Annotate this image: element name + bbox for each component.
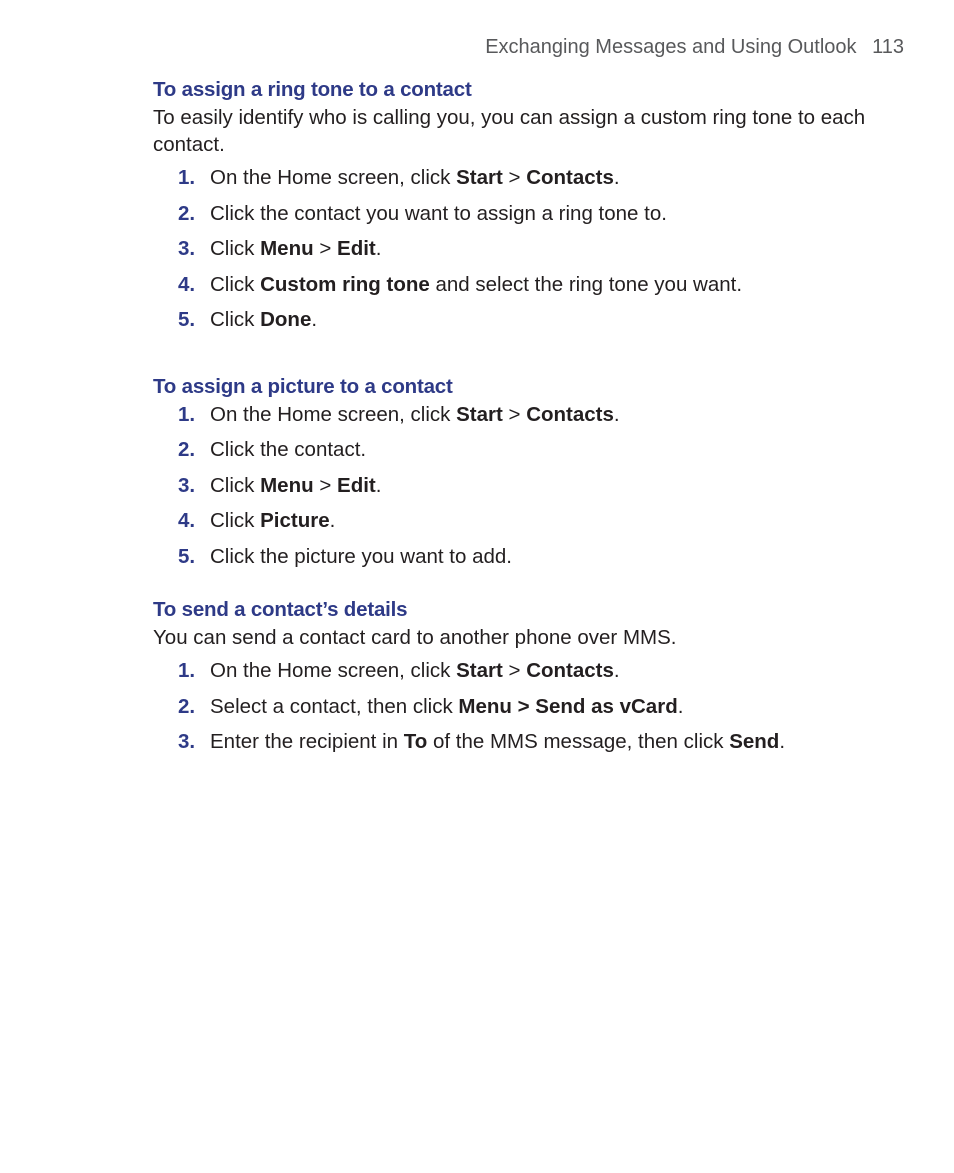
step-number: 3. — [178, 473, 196, 497]
steps-list — [153, 164, 873, 333]
step-item — [153, 657, 873, 684]
step-item — [153, 306, 873, 333]
step-number: 5. — [178, 308, 196, 331]
step-text: > — [502, 402, 527, 426]
section-picture — [153, 373, 873, 570]
section-title: To send a contact’s details — [153, 598, 408, 621]
ui-term: Contacts — [526, 402, 614, 426]
step-text: Click — [210, 272, 261, 296]
step-text: . — [779, 730, 786, 753]
section-send-details — [153, 596, 873, 755]
step-text: . — [613, 659, 620, 682]
step-text: Enter the recipient in — [210, 730, 404, 753]
step-number: 4. — [178, 272, 196, 296]
step-text: Click the contact you want to assign a ring tone to. — [210, 201, 667, 225]
ui-term: Start — [456, 166, 503, 189]
page-content — [153, 76, 873, 764]
step-item — [153, 200, 873, 227]
step-text: Click — [210, 473, 261, 497]
step-item — [153, 436, 873, 463]
step-text: . — [375, 237, 382, 260]
running-header — [485, 36, 904, 59]
step-text: and select the ring tone you want. — [429, 272, 743, 296]
step-text: Click — [210, 308, 261, 331]
ui-term: Menu > Send as vCard — [458, 694, 678, 718]
step-text: On the Home screen, click — [210, 166, 457, 189]
step-text: > — [313, 237, 338, 260]
section-spacer — [153, 342, 873, 373]
ui-term: Edit — [337, 473, 376, 497]
step-text: of the MMS message, then click — [427, 730, 730, 753]
ui-term: Picture — [260, 509, 330, 532]
step-text: > — [502, 659, 527, 682]
step-text: On the Home screen, click — [210, 659, 457, 682]
step-number: 1. — [178, 402, 196, 426]
step-item — [153, 507, 873, 534]
step-text: > — [313, 473, 338, 497]
steps-list — [153, 401, 873, 570]
step-item — [153, 164, 873, 191]
step-text: Click the picture you want to add. — [210, 544, 512, 568]
ui-term: Menu — [260, 237, 314, 260]
chapter-title: Exchanging Messages and Using Outlook — [485, 36, 857, 58]
step-number: 3. — [178, 730, 196, 753]
step-item — [153, 543, 873, 570]
step-item — [153, 401, 873, 428]
step-text: Select a contact, then click — [210, 694, 459, 718]
step-text: > — [502, 166, 527, 189]
section-title: To assign a picture to a contact — [153, 374, 453, 398]
ui-term: Done — [260, 308, 312, 331]
step-item — [153, 472, 873, 499]
ui-term: Menu — [260, 473, 314, 497]
step-number: 5. — [178, 544, 196, 568]
step-text: . — [677, 694, 684, 718]
step-number: 1. — [178, 659, 196, 682]
ui-term: Contacts — [526, 166, 614, 189]
step-text: . — [311, 308, 318, 331]
step-number: 2. — [178, 201, 196, 225]
step-number: 2. — [178, 694, 196, 718]
ui-term: Edit — [337, 237, 376, 260]
ui-term: Send — [729, 730, 780, 753]
ui-term: Start — [456, 659, 503, 682]
step-item — [153, 728, 873, 755]
section-spacer — [153, 578, 873, 596]
step-text: . — [613, 166, 620, 189]
step-number: 2. — [178, 438, 196, 461]
step-text: Click — [210, 509, 261, 532]
section-intro: To easily identify who is calling you, you can assign a custom ring tone to each contact. — [153, 106, 866, 156]
step-number: 3. — [178, 237, 196, 260]
page-number: 113 — [872, 36, 904, 58]
step-item — [153, 271, 873, 298]
step-text: Click the contact. — [210, 438, 367, 461]
ui-term: Custom ring tone — [260, 272, 430, 296]
section-intro: You can send a contact card to another phone over MMS. — [153, 626, 677, 649]
step-text: Click — [210, 237, 261, 260]
section-ring-tone — [153, 76, 873, 333]
step-item — [153, 693, 873, 720]
ui-term: To — [403, 730, 428, 753]
step-number: 1. — [178, 166, 196, 189]
step-item — [153, 235, 873, 262]
step-text: On the Home screen, click — [210, 402, 457, 426]
step-text: . — [329, 509, 336, 532]
steps-list — [153, 657, 873, 755]
step-text: . — [375, 473, 382, 497]
ui-term: Start — [456, 402, 503, 426]
ui-term: Contacts — [526, 659, 614, 682]
step-text: . — [613, 402, 620, 426]
section-title: To assign a ring tone to a contact — [153, 78, 472, 101]
step-number: 4. — [178, 509, 196, 532]
